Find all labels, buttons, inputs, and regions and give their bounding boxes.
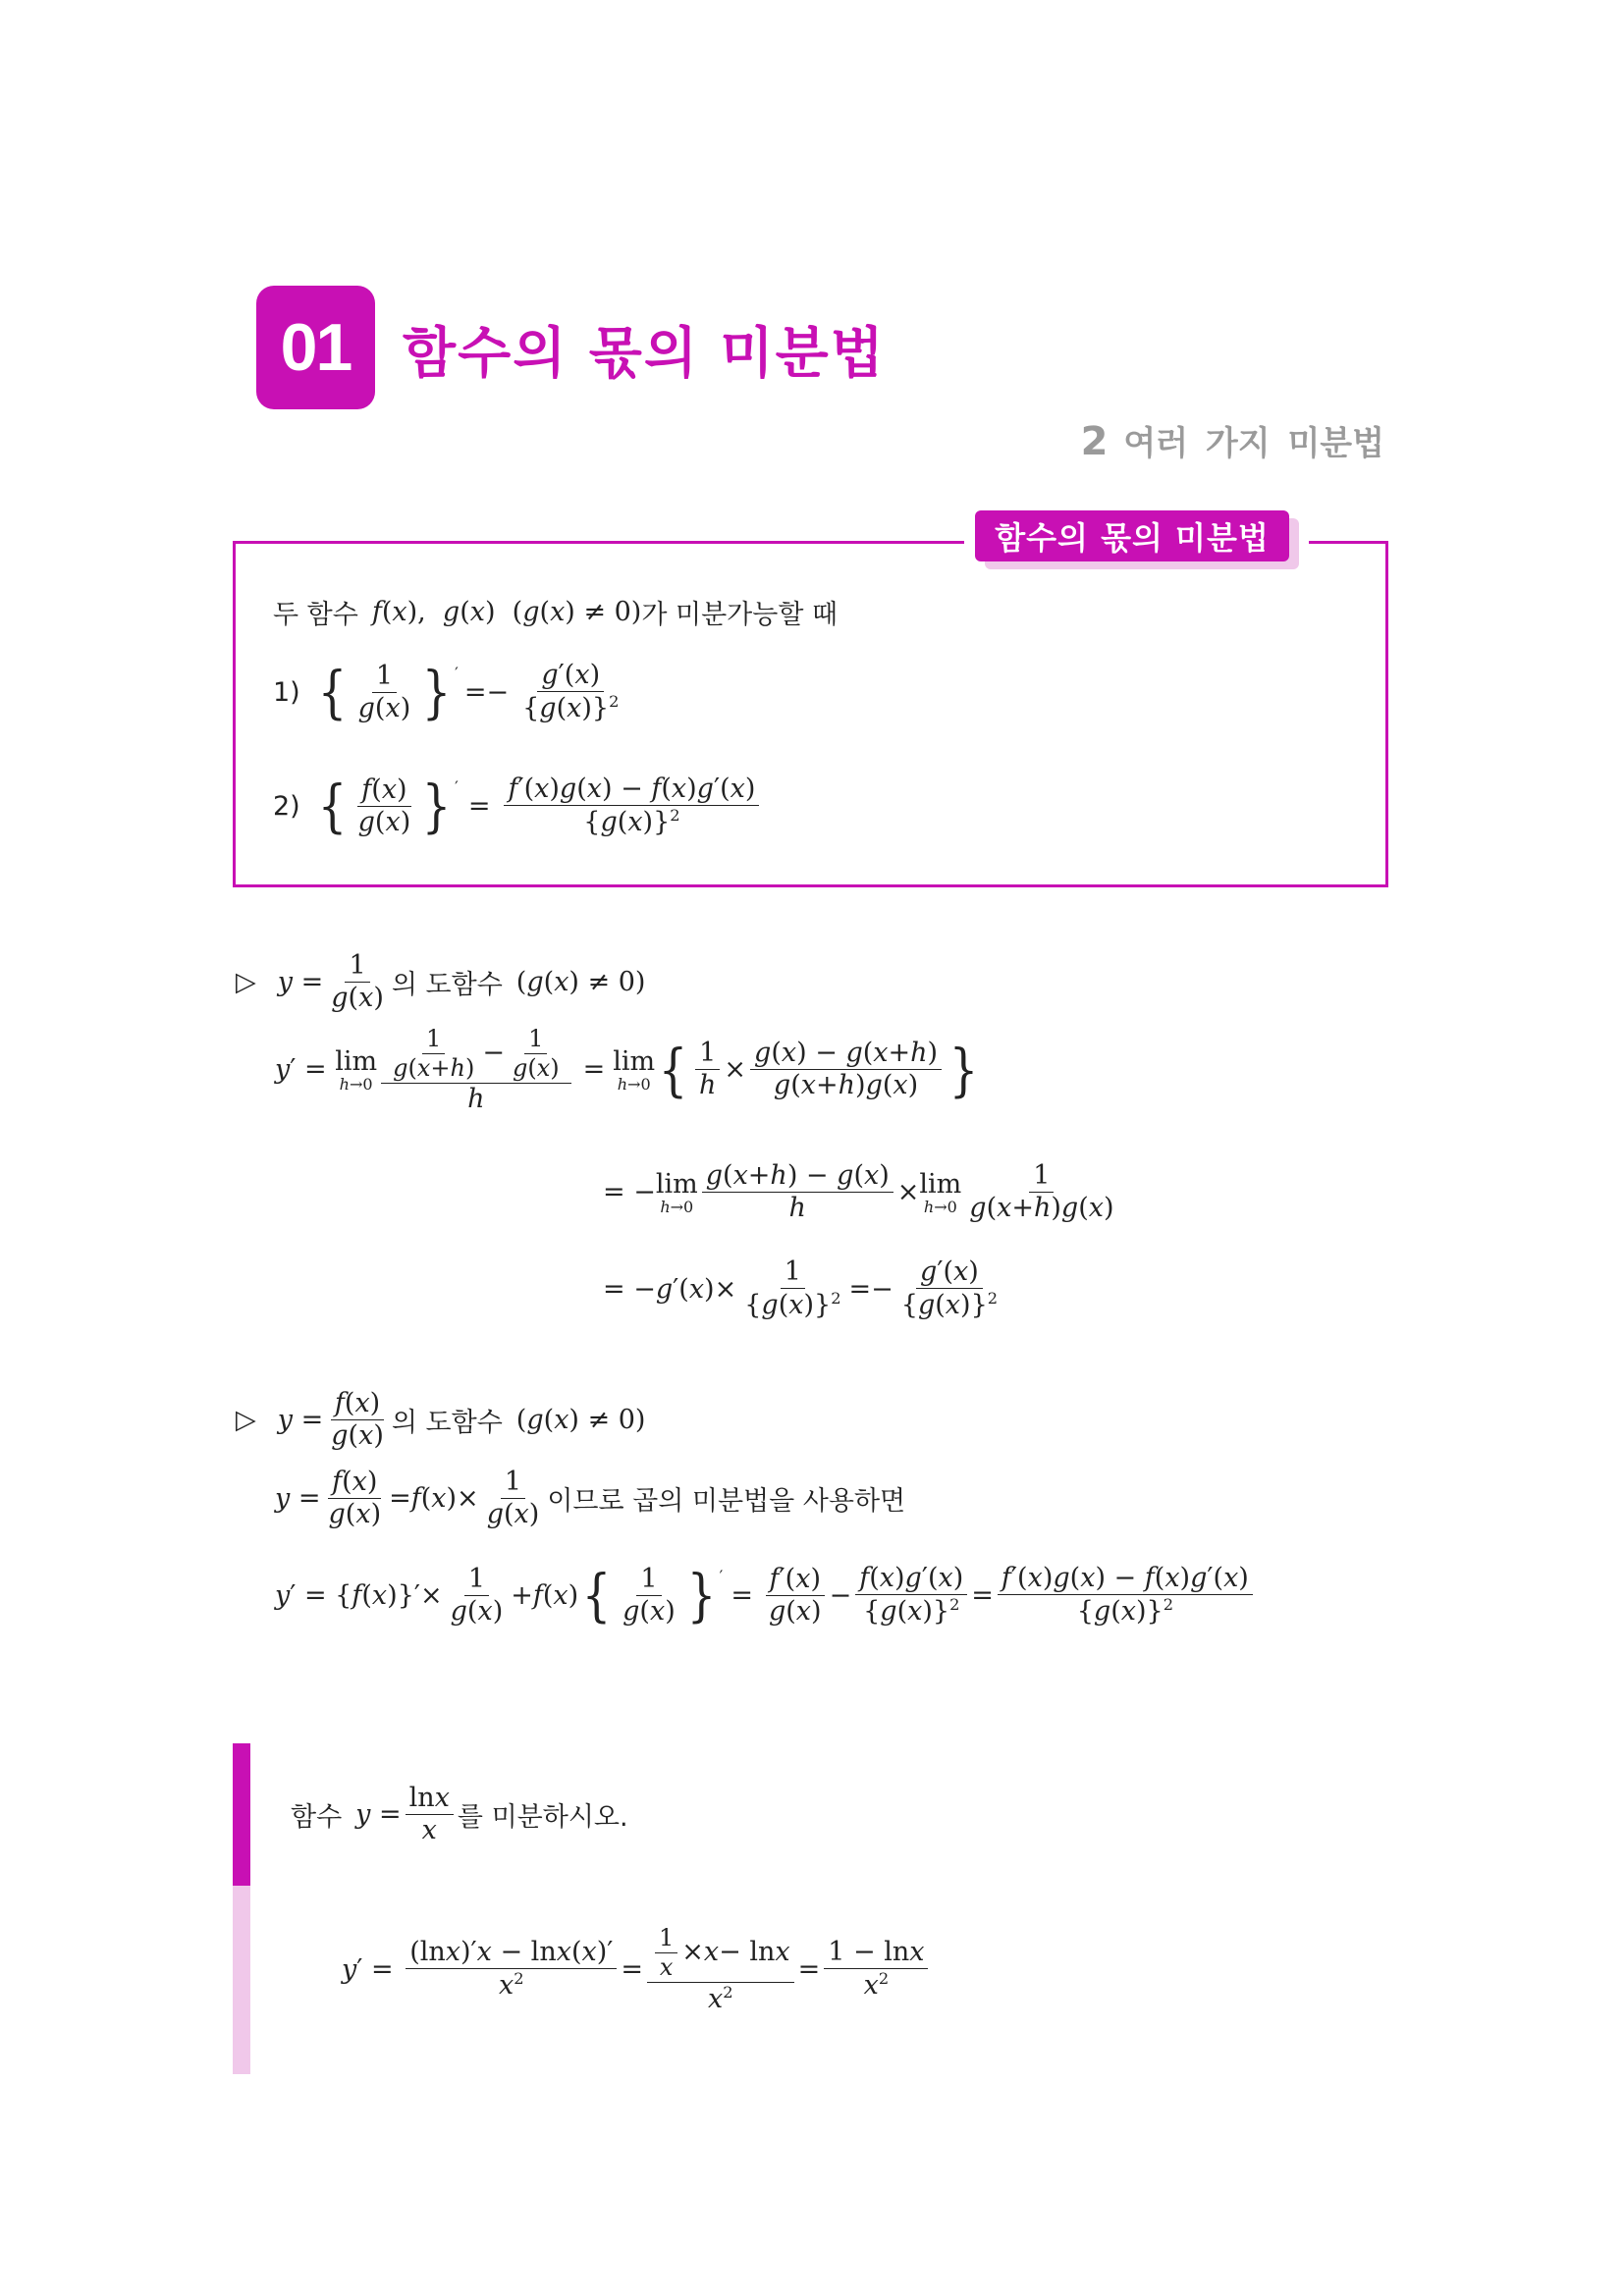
- proof-1-step-3: = − g ′( x )× $\frac{1}{\{g(x)\}^2}$ =− $\frac{g'(x)}{\{g(x)\}^2}$: [603, 1256, 999, 1321]
- difference-quotient: $\frac{1}{g(x+h)}$ − $\frac{1}{g(x)}$ h: [381, 1025, 571, 1115]
- proof-2-line2-suffix: 이므로 곱의 미분법을 사용하면: [547, 1486, 906, 1518]
- item-2-formula: { $\frac{f(x)}{g(x)}$ } ′ = $\frac{f'(x)g(x) - f(x)g'(x)}{\{g(x)\}^2}$: [314, 774, 764, 839]
- example-function: y = $\frac{\ln x}{x}$: [355, 1783, 458, 1847]
- proof-1-step-2: = − lim h→0 $\frac{g(x+h) - g(x)}{h}$ × lim h→0 $\frac{1}{g(x+h)g(x)}$: [603, 1160, 1114, 1224]
- triangle-marker-icon: ▷: [236, 1405, 256, 1436]
- proof-2-condition: (g(x) ≠ 0): [515, 1405, 646, 1436]
- definition-intro-tail: 가 미분가능할 때: [641, 600, 839, 630]
- example-question: [291, 1783, 628, 1847]
- proof-1-suffix: 의 도함수: [391, 970, 503, 1001]
- chapter-number-badge: 01: [256, 286, 375, 409]
- subsection-heading: [1081, 416, 1384, 464]
- proof-2-step-1: [275, 1467, 905, 1531]
- triangle-marker-icon: ▷: [236, 967, 256, 998]
- definition-intro: [273, 593, 838, 631]
- item-2-label: 2): [273, 790, 300, 822]
- definition-item-2: [273, 774, 763, 839]
- proof-2-rewrite: y = $\frac{f(x)}{g(x)}$ = f ( x )× $\frac{1}{g(x)}$: [275, 1467, 540, 1530]
- example-bar-solution: [233, 1886, 250, 2074]
- example-solution: y ′ = $\frac{(\ln x)'x - \ln x(x)'}{x^2}$ = $\frac{1}{x}$ × x − ln x $x^2$ = $\frac{1 - \ln x}{x^2}$: [342, 1924, 932, 2015]
- proof-1-heading: [236, 950, 645, 1015]
- subsection-number: 2: [1080, 419, 1109, 464]
- definition-box-border-top: [233, 541, 964, 544]
- definition-intro-word: 두 함수: [273, 600, 358, 630]
- proof-1-function: y = $\frac{1}{g(x)}$: [277, 950, 384, 1014]
- proof-2-suffix: 의 도함수: [391, 1408, 503, 1439]
- item-1-label: 1): [273, 676, 300, 708]
- subsection-title: 여러 가지 미분법: [1123, 424, 1384, 463]
- proof-2-step-2: y ′ = { f ( x )}′× $\frac{1}{g(x)}$ + f ( x ) { $\frac{1}{g(x)}$ } ′ = $\frac{f'(x)}{g(x)}$ − $\frac{f(x)g'(x)}{\{g(x)\}^2}$ = $\frac{f'(x)g(x) - f(x)g'(x)}{\{g(x)\}^2}$: [275, 1563, 1257, 1629]
- definition-intro-math: f(x), g(x) (g(x) ≠ 0): [371, 597, 642, 627]
- chapter-title: 함수의 몫의 미분법: [403, 322, 886, 386]
- example-bar-question: [233, 1743, 250, 1886]
- proof-1-step-1: y ′ = lim h→0 $\frac{1}{g(x+h)}$ − $\frac{1}{g(x)}$ h = lim h→0 { $\frac{1}{h}$ × $\frac{g(x) - g(x+h)}{g(x+h)g(x)}$ }: [275, 1025, 979, 1114]
- definition-box-border-top-right: [1309, 541, 1388, 544]
- item-1-formula: { $\frac{1}{g(x)}$ } ′ =− $\frac{g'(x)}{\{g(x)\}^2}$: [317, 659, 620, 726]
- proof-2-heading: [236, 1388, 645, 1453]
- example-suffix: 를 미분하시오.: [457, 1802, 628, 1834]
- proof-2-function: y = $\frac{f(x)}{g(x)}$: [277, 1388, 384, 1452]
- definition-item-1: [273, 660, 626, 725]
- proof-1-condition: (g(x) ≠ 0): [515, 967, 646, 998]
- example-prefix: 함수: [291, 1802, 343, 1834]
- definition-label: 함수의 몫의 미분법: [975, 510, 1289, 561]
